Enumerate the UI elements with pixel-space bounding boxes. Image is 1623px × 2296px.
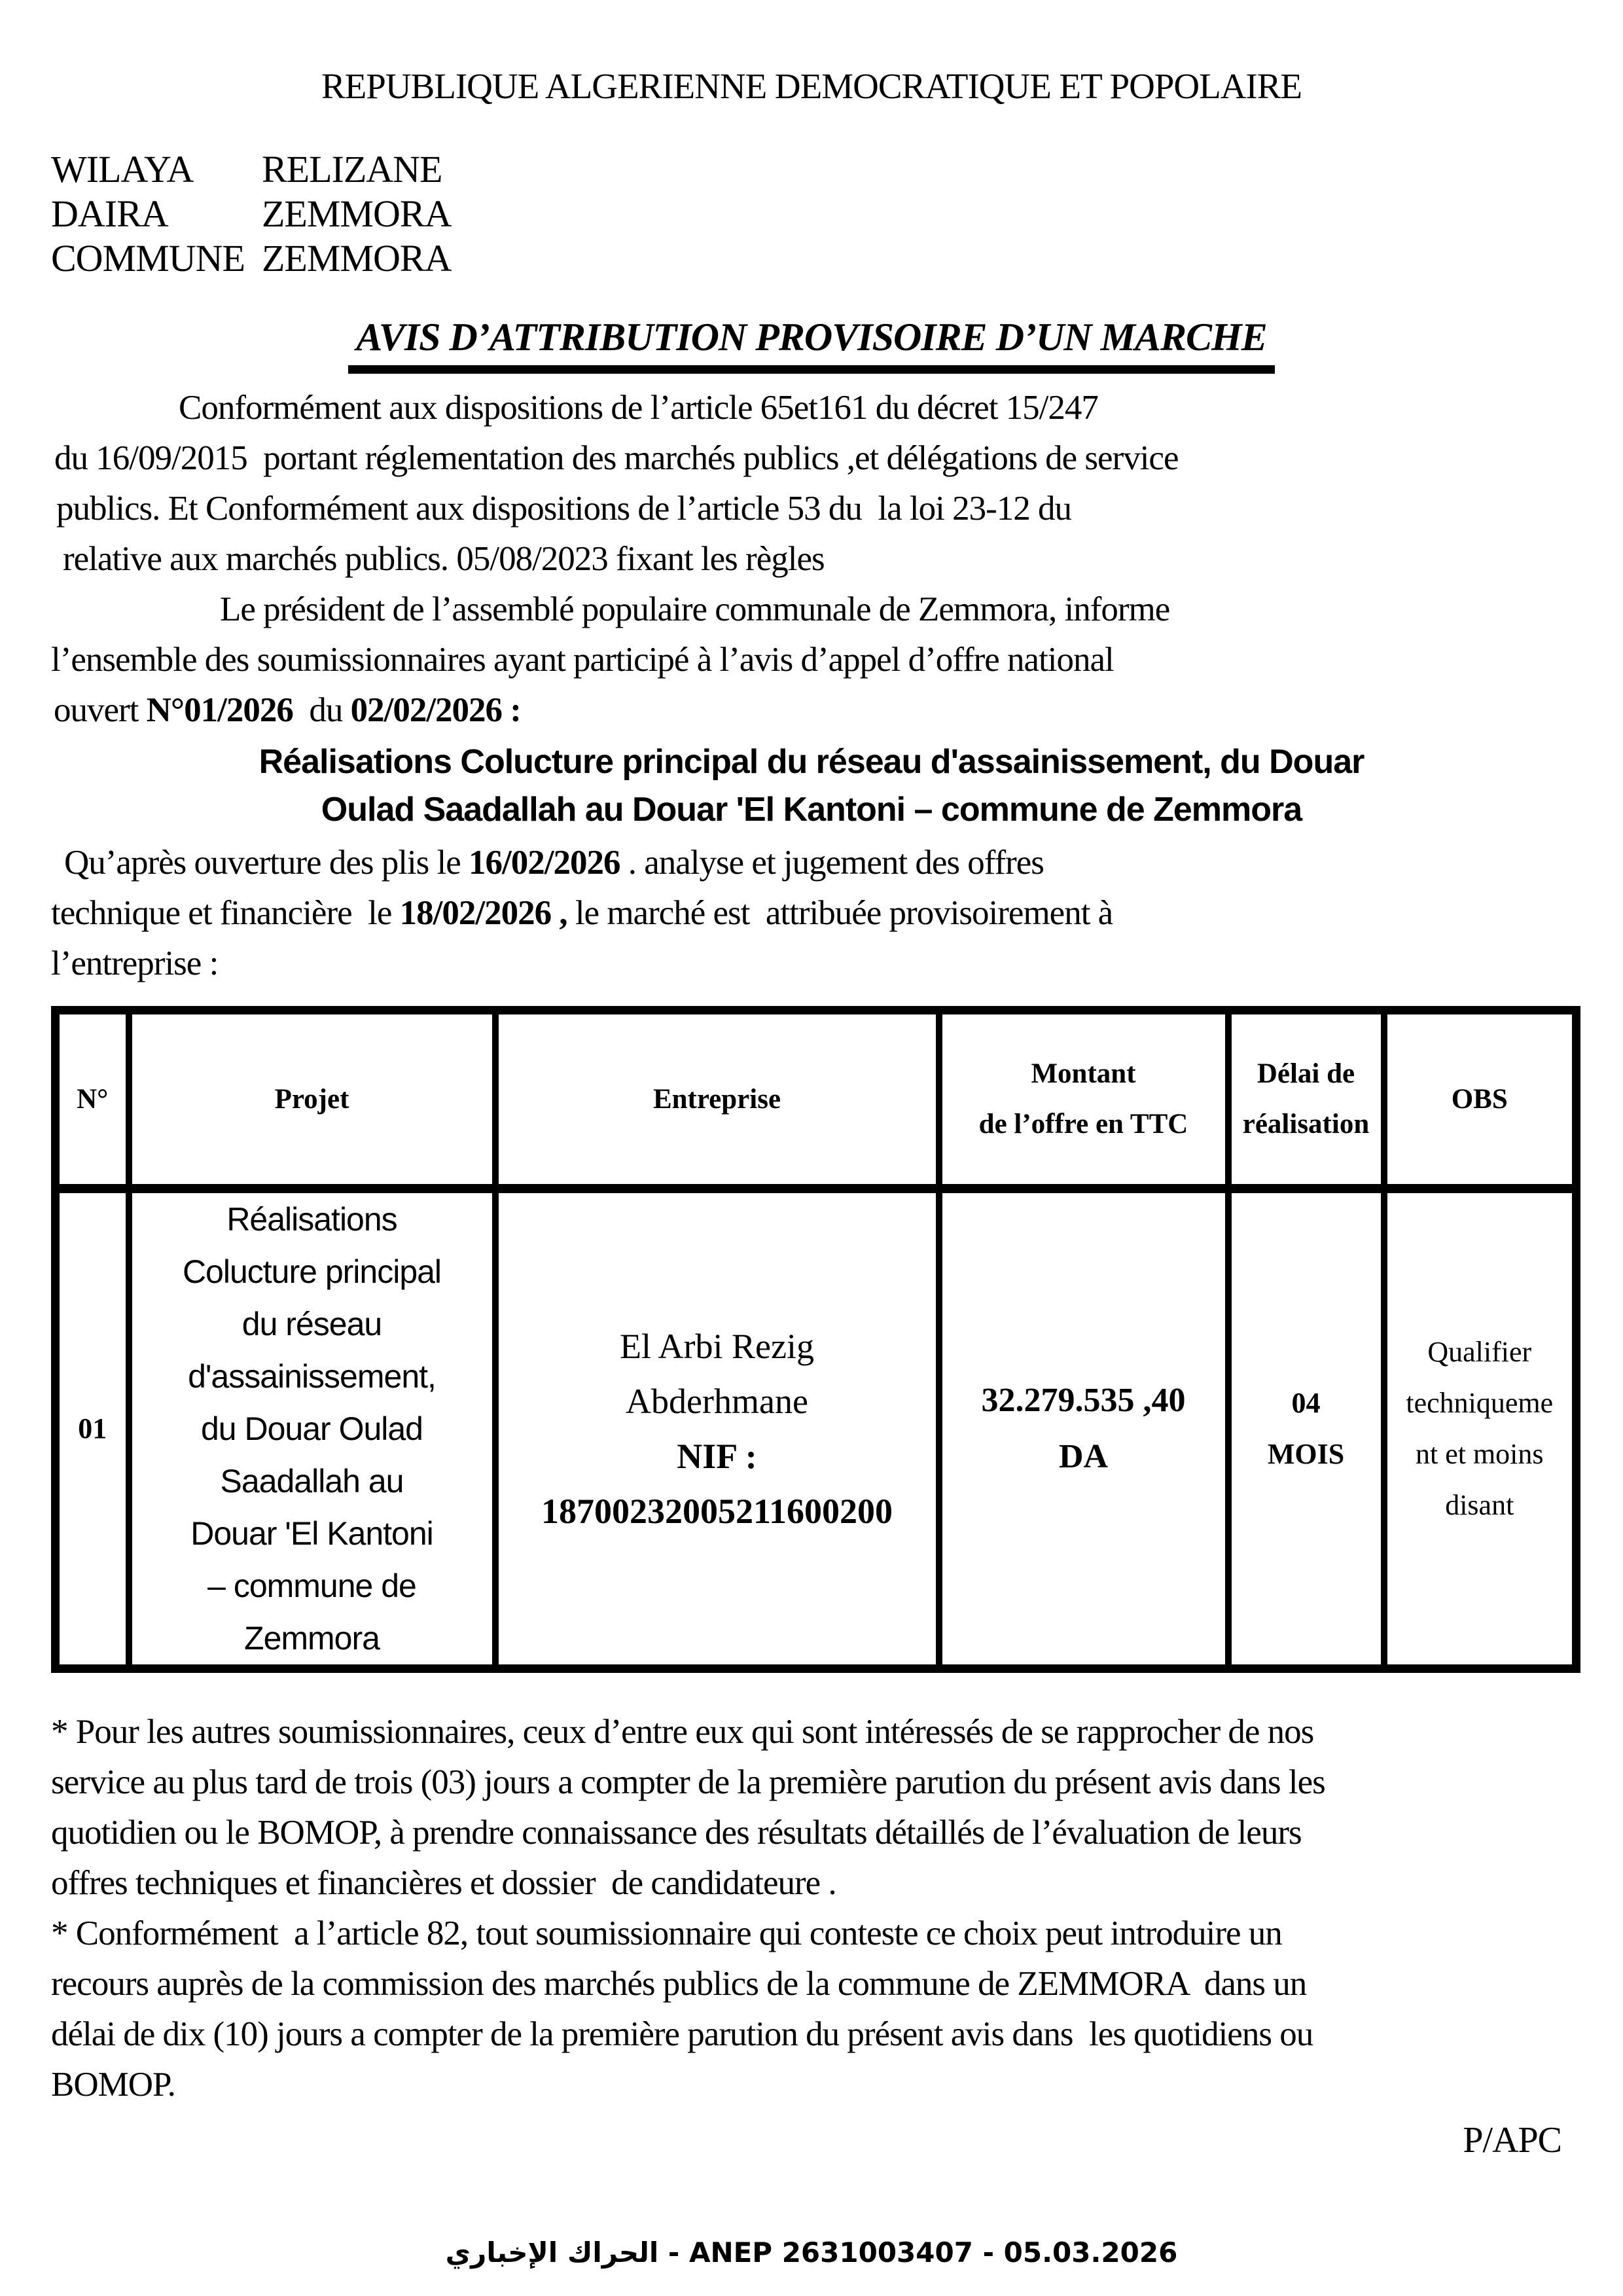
admin-label: DAIRA <box>51 192 168 235</box>
col-header-delai: Délai de réalisation <box>1228 1011 1384 1189</box>
notes-paragraph: * Pour les autres soumissionnaires, ceux d’entre eux qui sont intéressés de se rapprocher de nos service au plus tard de trois (03) jours a compter de la première parution du présent avis dans les quotidien ou le BOMOP, à prendre connaissance des résultats détaillés de l’évaluation de leurs offres techniques et financières et dossier de candidateure . * Conformément a l’article 82, tout soumissionnaire qui conteste ce choix peut introduire un recours auprès de la commission des marchés publics de la commune de ZEMMORA dans un délai de dix (10) jours a compter de la première parution du présent avis dans les quotidiens ou BOMOP. <box>51 1712 1325 2104</box>
footer-arabic-text: الحراك الإخباري <box>445 2236 659 2269</box>
admin-value: ZEMMORA <box>262 237 452 279</box>
document-title: AVIS D’ATTRIBUTION PROVISOIRE D’UN MARCHE <box>51 315 1572 374</box>
cell-delai: 04 MOIS <box>1228 1189 1384 1669</box>
signature-papc: P/APC <box>1463 2119 1561 2161</box>
admin-value: RELIZANE <box>262 148 442 190</box>
cell-entreprise: El Arbi Rezig Abderhmane NIF : 18700232005211600200 <box>495 1189 939 1669</box>
anep-footer <box>0 2236 1623 2269</box>
attribution-table <box>51 1006 1580 1673</box>
footer-anep-number: - ANEP 2631003407 - 05.03.2026 <box>668 2236 1178 2269</box>
col-header-obs: OBS <box>1384 1011 1577 1189</box>
admin-field-commune <box>51 236 1572 281</box>
cell-montant: 32.279.535 ,40 DA <box>939 1189 1228 1669</box>
admin-label: WILAYA <box>51 148 194 190</box>
admin-label: COMMUNE <box>51 237 245 279</box>
admin-field-wilaya <box>51 147 1572 192</box>
admin-value: ZEMMORA <box>262 192 452 235</box>
col-header-projet: Projet <box>129 1011 495 1189</box>
cell-obs: Qualifier techniqueme nt et moins disant <box>1384 1189 1577 1669</box>
col-header-entreprise: Entreprise <box>495 1011 939 1189</box>
table-row <box>56 1189 1577 1669</box>
admin-field-daira <box>51 192 1572 236</box>
republic-header-title: REPUBLIQUE ALGERIENNE DEMOCRATIQUE ET POPOLAIRE <box>321 66 1302 106</box>
table-header-row <box>56 1011 1577 1189</box>
cell-num: 01 <box>56 1189 129 1669</box>
admin-block <box>51 147 1572 281</box>
attribution-paragraph: Qu’après ouverture des plis le 16/02/2026 . analyse et jugement des offres technique et financière le 18/02/2026 , le marché est attribuée provisoirement à l’entreprise : <box>51 844 1113 982</box>
project-name-heading: Réalisations Colucture principal du réseau d'assainissement, du Douar Oulad Saadallah au Douar 'El Kantoni – commune de Zemmora <box>259 743 1364 829</box>
intro-paragraph: Conformément aux dispositions de l’article 65et161 du décret 15/247 du 16/09/2015 portant réglementation des marchés publics ,et délégations de service publics. Et Conformément aux dispositions de l’article 53 du la loi 23-12 du relative aux marchés publics. 05/08/2023 fixant les règles Le président de l’assemblé populaire communale de Zemmora, informe l’ensemble des soumissionnaires ayant participé à l’avis d’appel d’offre national ouvert N°01/2026 du 02/02/2026 : <box>51 389 1179 729</box>
col-header-num: N° <box>56 1011 129 1189</box>
col-header-montant: Montant de l’offre en TTC <box>939 1011 1228 1189</box>
cell-projet: Réalisations Colucture principal du réseau d'assainissement, du Douar Oulad Saadallah au Douar 'El Kantoni – commune de Zemmora <box>129 1189 495 1669</box>
